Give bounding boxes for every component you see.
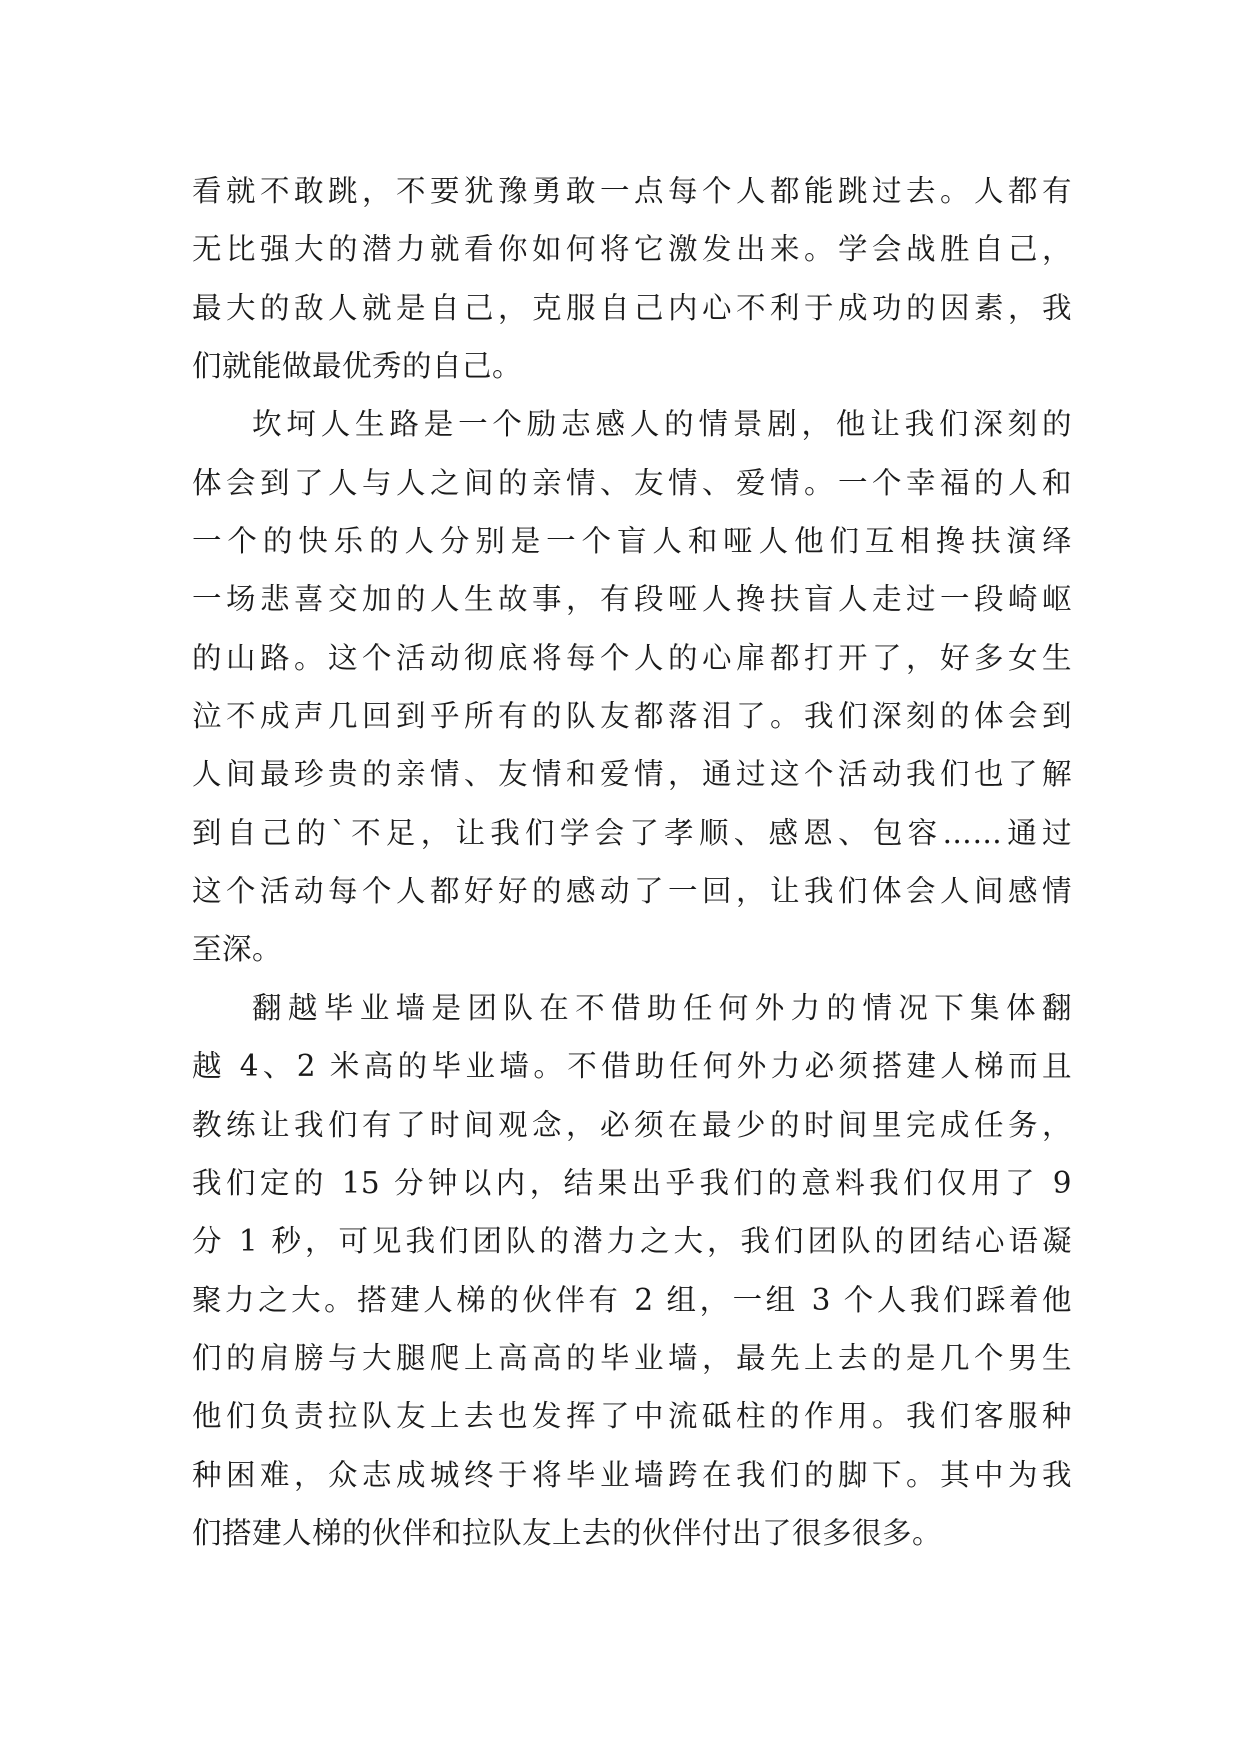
text-line: 越 4、2 米高的毕业墙。不借助任何外力必须搭建人梯而且 bbox=[192, 1049, 1072, 1084]
text-line: 看就不敢跳，不要犹豫勇敢一点每个人都能跳过去。人都有 bbox=[192, 174, 1072, 208]
text-line: 们就能做最优秀的自己。 bbox=[192, 349, 523, 384]
text-line: 他们负责拉队友上去也发挥了中流砥柱的作用。我们客服种 bbox=[192, 1399, 1072, 1434]
text-line: 一个的快乐的人分别是一个盲人和哑人他们互相搀扶演绎 bbox=[192, 524, 1072, 559]
text-line: 聚力之大。搭建人梯的伙伴有 2 组，一组 3 个人我们踩着他 bbox=[192, 1282, 1072, 1317]
text-line: 们搭建人梯的伙伴和拉队友上去的伙伴付出了很多很多。 bbox=[192, 1515, 943, 1550]
text-line: 分 1 秒，可见我们团队的潜力之大，我们团队的团结心语凝 bbox=[192, 1224, 1072, 1259]
text-line: 我们定的 15 分钟以内，结果出乎我们的意料我们仅用了 9 bbox=[192, 1165, 1072, 1200]
text-line: 最大的敌人就是自己，克服自己内心不利于成功的因素，我 bbox=[192, 290, 1072, 325]
paragraph-first-line: 坎坷人生路是一个励志感人的情景剧，他让我们深刻的 bbox=[252, 407, 1072, 442]
text-line: 种困难，众志成城终于将毕业墙跨在我们的脚下。其中为我 bbox=[192, 1457, 1072, 1492]
text-line: 的山路。这个活动彻底将每个人的心扉都打开了，好多女生 bbox=[192, 640, 1072, 675]
text-line: 这个活动每个人都好好的感动了一回，让我们体会人间感情 bbox=[192, 874, 1072, 909]
body-text bbox=[192, 162, 1072, 1562]
text-line: 一场悲喜交加的人生故事，有段哑人搀扶盲人走过一段崎岖 bbox=[192, 582, 1072, 617]
text-line: 教练让我们有了时间观念，必须在最少的时间里完成任务， bbox=[192, 1107, 1072, 1142]
text-line: 到自己的`不足，让我们学会了孝顺、感恩、包容……通过 bbox=[192, 815, 1072, 850]
text-line: 人间最珍贵的亲情、友情和爱情，通过这个活动我们也了解 bbox=[192, 757, 1072, 792]
text-line: 无比强大的潜力就看你如何将它激发出来。学会战胜自己， bbox=[192, 232, 1072, 267]
paragraph-first-line: 翻越毕业墙是团队在不借助任何外力的情况下集体翻 bbox=[252, 990, 1072, 1025]
text-line: 至深。 bbox=[192, 932, 283, 967]
text-line: 们的肩膀与大腿爬上高高的毕业墙，最先上去的是几个男生 bbox=[192, 1340, 1072, 1375]
text-line: 泣不成声几回到乎所有的队友都落泪了。我们深刻的体会到 bbox=[192, 699, 1072, 734]
text-line: 体会到了人与人之间的亲情、友情、爱情。一个幸福的人和 bbox=[192, 465, 1072, 500]
